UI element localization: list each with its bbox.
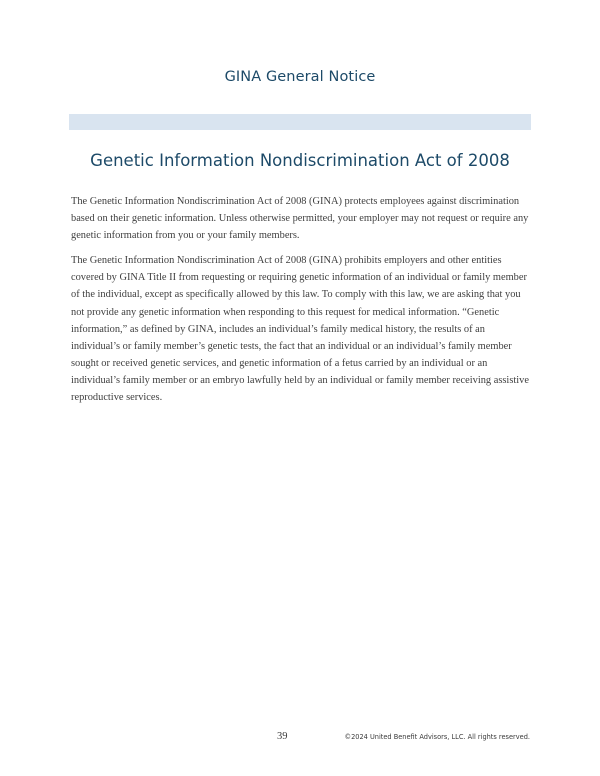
section-heading: Genetic Information Nondiscrimination Act of 2008 xyxy=(90,151,510,170)
body-text xyxy=(71,193,532,414)
footer-copyright: ©2024 United Benefit Advisors, LLC. All rights reserved. xyxy=(344,733,530,741)
paragraph-1: The Genetic Information Nondiscrimination Act of 2008 (GINA) protects employees against discrimination based on their genetic information. Unless otherwise permitted, your employer may not request or require any genetic information from you or your family members. xyxy=(71,196,529,242)
page-title: GINA General Notice xyxy=(224,69,376,85)
paragraph-2: The Genetic Information Nondiscrimination Act of 2008 (GINA) prohibits employers and other entities covered by GINA Title II from requesting or requiring genetic information of an individual or family member of the individual, except as specifically allowed by this law. To comply with this law, we are asking that you not provide any genetic information when responding to this request for medical information. “Genetic information,” as defined by GINA, includes an individual’s family medical history, the results of an individual’s or family member’s genetic tests, the fact that an individual or an individual’s family member sought or received genetic services, and genetic information of a fetus carried by an individual or an individual’s family member or an embryo lawfully held by an individual or family member receiving assistive reproductive services. xyxy=(71,255,529,404)
title-divider-band xyxy=(69,114,531,130)
page-number: 39 xyxy=(277,731,288,742)
